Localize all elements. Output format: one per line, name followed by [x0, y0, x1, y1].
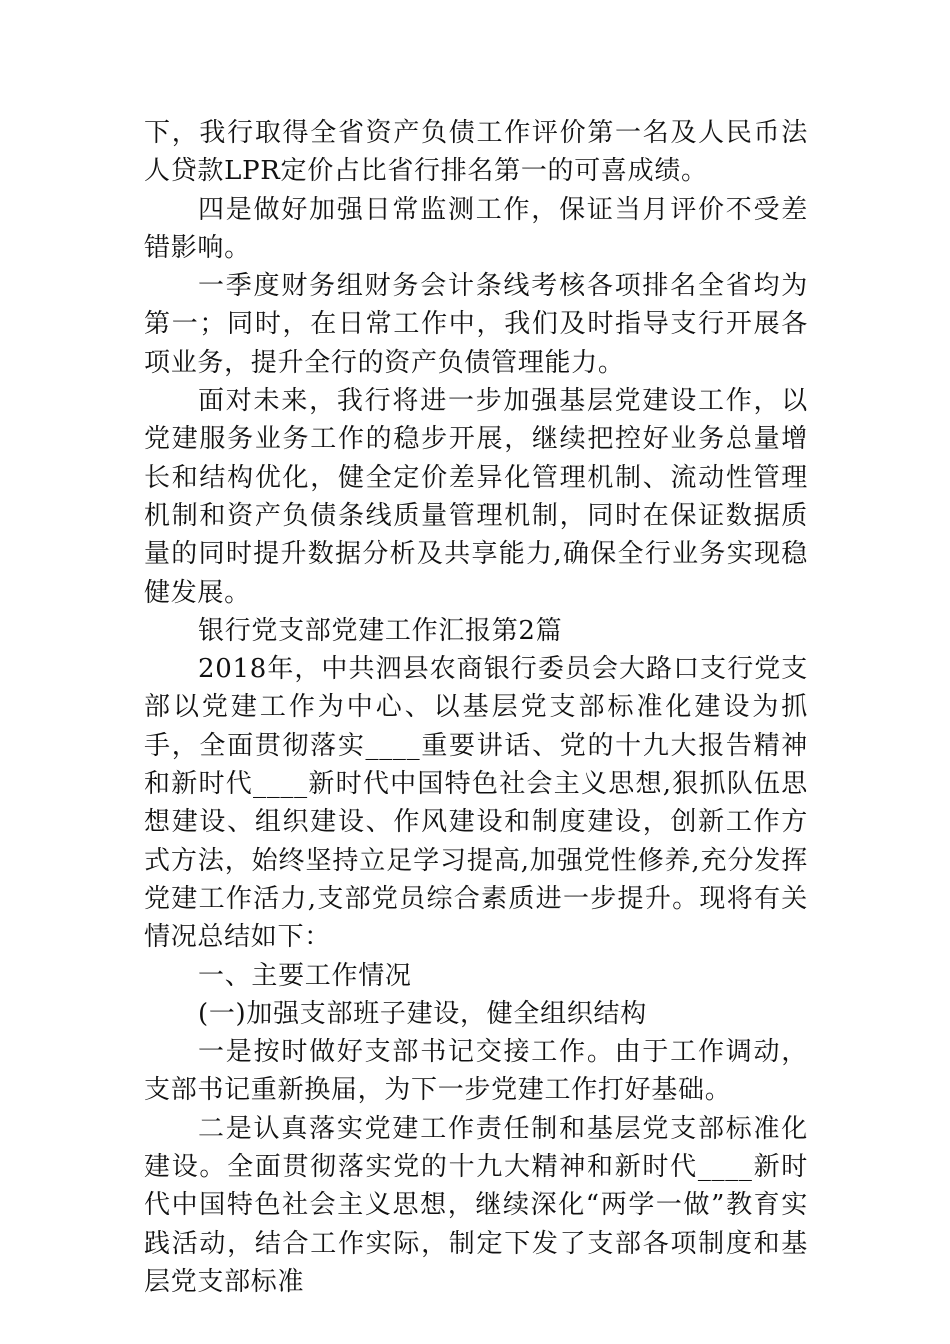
paragraph: 2018年，中共泗县农商银行委员会大路口支行党支部以党建工作为中心、以基层党支部标准化建设为抓手，全面贯彻落实____重要讲话、党的十九大报告精神和新时代____新时代中国特色社会主义思想,狠抓队伍思想建设、组织建设、作风建设和制度建设，创新工作方式方法，始终坚持立足学习提高,加强党性修养,充分发挥党建工作活力,支部党员综合素质进一步提升。现将有关情况总结如下： — [144, 654, 808, 953]
paragraph: 一是按时做好支部书记交接工作。由于工作调动，支部书记重新换届，为下一步党建工作打好基础。 — [144, 1037, 808, 1106]
document-body — [144, 114, 808, 1301]
paragraph: 下，我行取得全省资产负债工作评价第一名及人民币法人贷款LPR定价占比省行排名第一的可喜成绩。 — [144, 118, 808, 187]
paragraph: 二是认真落实党建工作责任制和基层党支部标准化建设。全面贯彻落实党的十九大精神和新时代____新时代中国特色社会主义思想，继续深化“两学一做”教育实践活动，结合工作实际，制定下发了支部各项制度和基层党支部标准 — [144, 1113, 808, 1297]
paragraph: 面对未来，我行将进一步加强基层党建设工作，以党建服务业务工作的稳步开展，继续把控好业务总量增长和结构优化，健全定价差异化管理机制、流动性管理机制和资产负债条线质量管理机制，同时在保证数据质量的同时提升数据分析及共享能力,确保全行业务实现稳健发展。 — [144, 386, 808, 608]
paragraph: 四是做好加强日常监测工作，保证当月评价不受差错影响。 — [144, 194, 808, 263]
paragraph: 一季度财务组财务会计条线考核各项排名全省均为第一；同时，在日常工作中，我们及时指导支行开展各项业务，提升全行的资产负债管理能力。 — [144, 271, 808, 378]
section-heading: 银行党支部党建工作汇报第2篇 — [198, 615, 563, 646]
subsection-heading: (一)加强支部班子建设，健全组织结构 — [198, 998, 647, 1029]
section-heading: 一、主要工作情况 — [198, 960, 412, 991]
